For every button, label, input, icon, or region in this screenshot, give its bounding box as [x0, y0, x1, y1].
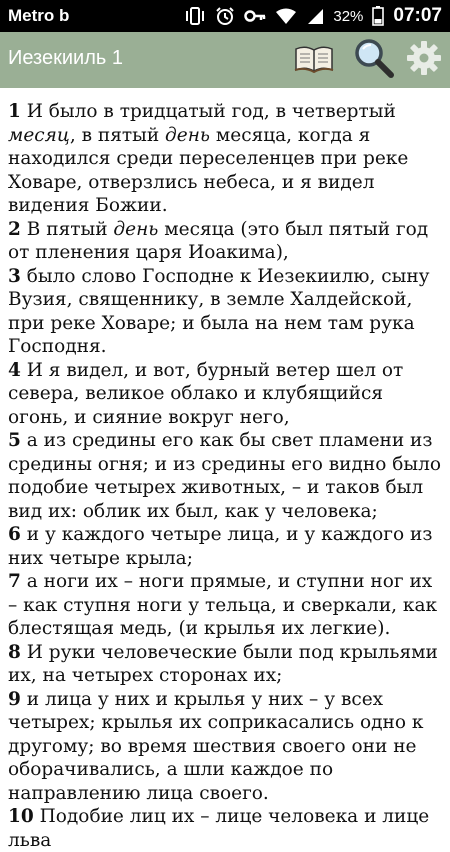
verse-number: 8	[8, 641, 21, 663]
battery-icon	[372, 6, 384, 26]
search-icon	[353, 37, 395, 83]
verse-number: 9	[8, 688, 21, 710]
verse-text: месяца (это был пятый год от пленения царя Иоакима),	[8, 218, 429, 263]
verse[interactable]	[8, 805, 444, 852]
verse[interactable]	[8, 265, 444, 359]
verse-number: 3	[8, 265, 21, 287]
status-bar	[0, 0, 450, 32]
verse-text: и у каждого четыре лица, и у каждого из них четыре крыла;	[8, 524, 433, 569]
verse-text: В пятый	[26, 218, 114, 240]
verse-text: И руки человеческие были под крыльями их, на четырех сторонах их;	[8, 641, 438, 686]
verse-text: а из средины его как бы свет пламени из средины огня; и из средины его видно было подобие четырех животных, – и таков был вид их: облик их был, как у человека;	[8, 430, 441, 522]
toolbar	[0, 32, 450, 88]
verse[interactable]	[8, 218, 444, 265]
verse-text: и лица у них и крылья у них – у всех четырех; крылья их соприкасались одно к другому; во время шествия своего они не оборачивались, а шли каждое по направлению лица своего.	[8, 688, 424, 804]
verse-text: И я видел, и вот, бурный ветер шел от севера, великое облако и клубящийся огонь, и сияние вокруг него,	[8, 359, 404, 428]
verse[interactable]	[8, 429, 444, 523]
verse-text-italic: день	[165, 124, 210, 146]
verse-text-italic: день	[113, 218, 159, 240]
verse-text-italic: месяц	[8, 124, 70, 146]
verse-text: а ноги их – ноги прямые, и ступни ног их – как ступня ноги у тельца, и сверкали, как блестящая медь, (и крылья их легкие).	[8, 571, 438, 639]
verse-number: 2	[8, 218, 21, 240]
verse[interactable]	[8, 688, 444, 806]
clock: 07:07	[393, 5, 442, 26]
search-button[interactable]	[352, 38, 396, 82]
verse[interactable]	[8, 641, 444, 688]
verse-text: было слово Господне к Иезекиилю, сыну Вузия, священнику, в земле Халдейской, при реке Ховаре; и была на нем там рука Господня.	[8, 265, 430, 357]
book-button[interactable]	[292, 38, 336, 82]
verse-number: 7	[8, 571, 21, 592]
verse[interactable]	[8, 570, 444, 641]
verse[interactable]	[8, 100, 444, 218]
alarm-icon	[215, 6, 235, 26]
verse-text: месяца, когда я находился среди переселенцев при реке Ховаре, отверзлись небеса, и я видел видения Божии.	[8, 124, 409, 216]
verse[interactable]	[8, 523, 444, 570]
verse-text: И было в тридцатый год, в четвертый	[26, 101, 396, 122]
verse-text: , в пятый	[69, 124, 166, 146]
carrier-label: Metro b	[8, 6, 70, 25]
chapter-text	[8, 100, 444, 852]
battery-percent: 32%	[333, 7, 364, 25]
verse-number: 4	[8, 359, 21, 381]
gear-icon	[406, 40, 442, 80]
settings-button[interactable]	[402, 38, 446, 82]
vibrate-icon	[184, 7, 206, 25]
verse-number: 6	[8, 524, 21, 545]
verse[interactable]	[8, 359, 444, 430]
status-icons	[184, 4, 442, 28]
key-icon	[244, 8, 266, 24]
verse-number: 5	[8, 430, 21, 451]
book-icon	[293, 43, 335, 77]
wifi-icon	[275, 7, 297, 25]
signal-icon	[306, 7, 324, 25]
verse-text: Подобие лиц их – лице человека и лице льва	[8, 806, 430, 851]
verse-number: 10	[8, 806, 34, 827]
verse-number: 1	[8, 101, 21, 122]
chapter-title[interactable]: Иезекииль 1	[8, 47, 123, 69]
